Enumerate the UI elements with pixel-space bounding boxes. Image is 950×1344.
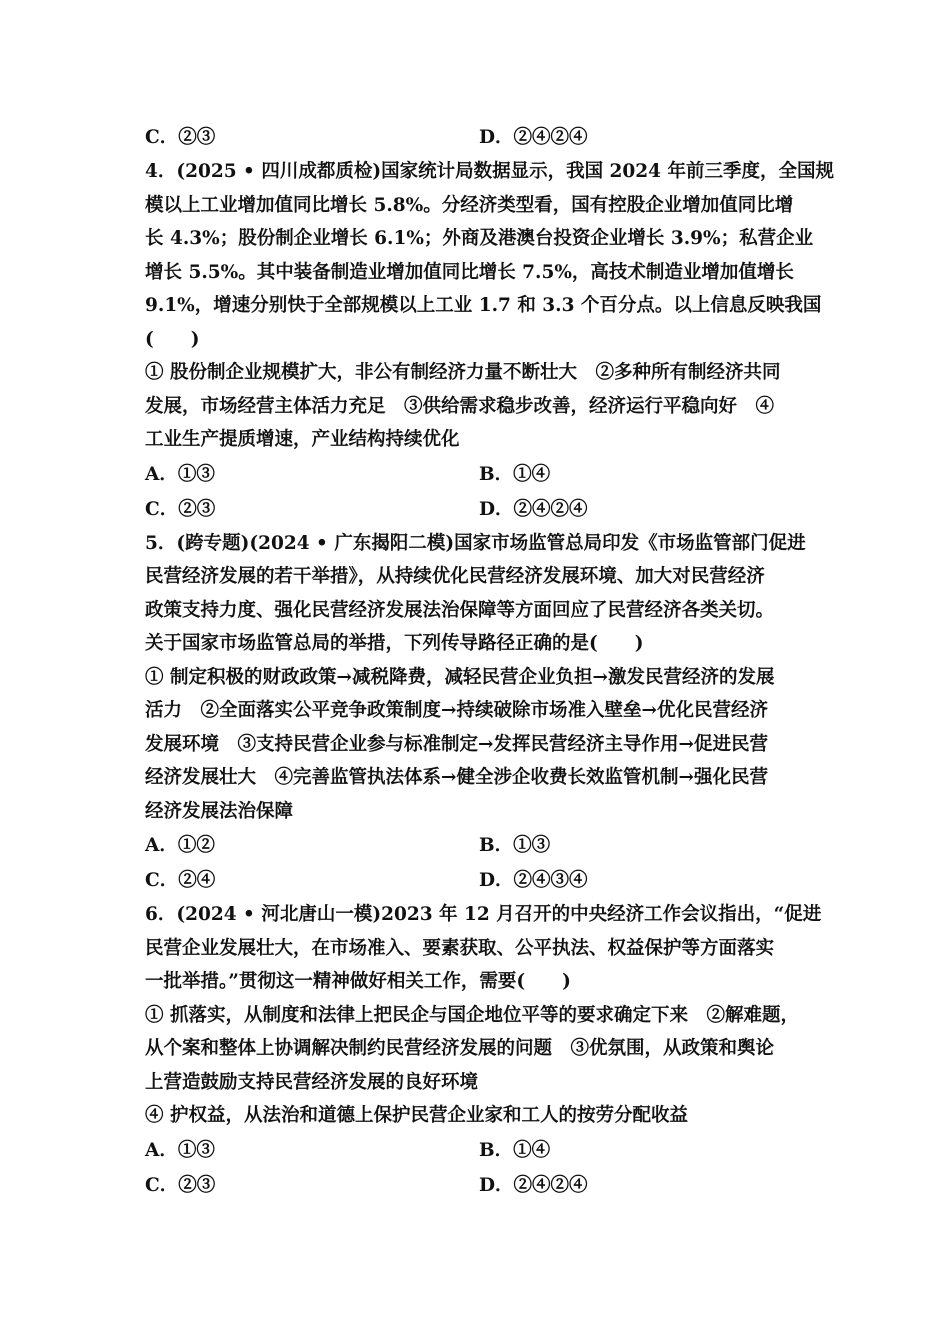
q5-choice-line: 经济发展法治保障 [145,800,294,822]
q5-choice-line: 活力 ②全面落实公平竞争政策制度→持续破除市场准入壁垒→优化民营经济 [145,700,769,721]
q4-stem-line: 模以上工业增加值同比增长 5.8%。分经济类型看，国有控股企业增加值同比增 [145,194,794,216]
q5-stem-line: 5．(跨专题)(2024 • 广东揭阳二模)国家市场监管总局印发《市场监管部门促进 [145,532,806,554]
q4-option-c[interactable]: C．②③ [145,498,216,520]
q6-stem-line: 一批举措。”贯彻这一精神做好相关工作，需要( ) [145,971,571,992]
q4-option-d[interactable]: D．②④②④ [479,498,588,520]
q5-stem-line: 政策支持力度、强化民营经济发展法治保障等方面回应了民营经济各类关切。 [145,599,775,621]
q4-choice-line: 工业生产提质增速，产业结构持续优化 [145,429,460,450]
question-content [145,120,834,1203]
q4-options-row-ab [145,457,820,492]
q4-option-a[interactable]: A．①③ [145,463,215,485]
q5-options-row-ab [145,828,820,863]
q5-choice-line: 经济发展壮大 ④完善监管执法体系→健全涉企收费长效监管机制→强化民营 [145,767,769,788]
q5-option-b[interactable]: B．①③ [479,835,551,856]
q6-stem-line: 6．(2024 • 河北唐山一模)2023 年 12 月召开的中央经济工作会议指出，“促进 [145,904,822,925]
question-6 [145,898,820,1203]
q6-choice-line: 从个案和整体上协调解决制约民营经济发展的问题 ③优氛围，从政策和舆论 [145,1038,775,1059]
q5-option-d[interactable]: D．②④③④ [479,870,588,891]
q4-stem-line: 增长 5.5%。其中装备制造业增加值同比增长 7.5%，高技术制造业增加值增长 [145,261,794,283]
q4-options-row-cd [145,492,820,527]
q6-choice-line: 上营造鼓励支持民营经济发展的良好环境 [145,1071,479,1093]
q4-stem-line: 长 4.3%；股份制企业增长 6.1%；外商及港澳台投资企业增长 3.9%；私营企业 [145,228,814,249]
q4-option-b[interactable]: B．①④ [479,463,551,485]
q6-option-a[interactable]: A．①③ [145,1139,215,1161]
q6-choice-line: ① 抓落实，从制度和法律上把民企与国企地位平等的要求确定下来 ②解难题， [145,1004,799,1026]
q4-choice-line: ① 股份制企业规模扩大，非公有制经济力量不断壮大 ②多种所有制经济共同 [145,362,781,383]
q5-choice-line: 发展环境 ③支持民营企业参与标准制定→发挥民营经济主导作用→促进民营 [145,733,769,755]
q4-choice-line: 发展，市场经营主体活力充足 ③供给需求稳步改善，经济运行平稳向好 ④ [145,395,775,417]
q5-options-row-cd [145,863,820,898]
question-5 [145,527,820,899]
q6-choice-line: ④ 护权益，从法治和道德上保护民营企业家和工人的按劳分配收益 [145,1105,688,1126]
q5-choice-line: ① 制定积极的财政政策→减税降费，减轻民营企业负担→激发民营经济的发展 [145,666,775,688]
q3-options-row-cd [145,120,820,155]
q3-option-c[interactable]: C．②③ [145,127,216,148]
q6-option-d[interactable]: D．②④②④ [479,1174,588,1196]
q6-stem-line: 民营企业发展壮大，在市场准入、要素获取、公平执法、权益保护等方面落实 [145,937,775,959]
question-4 [145,155,834,527]
q5-stem-line: 民营经济发展的若干举措》，从持续优化民营经济发展环境、加大对民营经济 [145,566,765,587]
q4-stem-line: 9.1%，增速分别快于全部规模以上工业 1.7 和 3.3 个百分点。以上信息反映我国 [145,295,822,316]
q6-option-c[interactable]: C．②③ [145,1174,216,1196]
q6-options-row-ab [145,1133,820,1168]
q5-option-c[interactable]: C．②④ [145,870,216,891]
q5-stem-line: 关于国家市场监管总局的举措，下列传导路径正确的是( ) [145,633,644,654]
q3-option-d[interactable]: D．②④②④ [479,127,588,148]
q4-stem-line: ( ) [145,328,200,350]
q4-stem-line: 4．(2025 • 四川成都质检)国家统计局数据显示，我国 2024 年前三季度，全国规 [145,161,834,182]
q5-option-a[interactable]: A．①② [145,835,215,856]
q6-option-b[interactable]: B．①④ [479,1139,551,1161]
q6-options-row-cd [145,1168,820,1203]
